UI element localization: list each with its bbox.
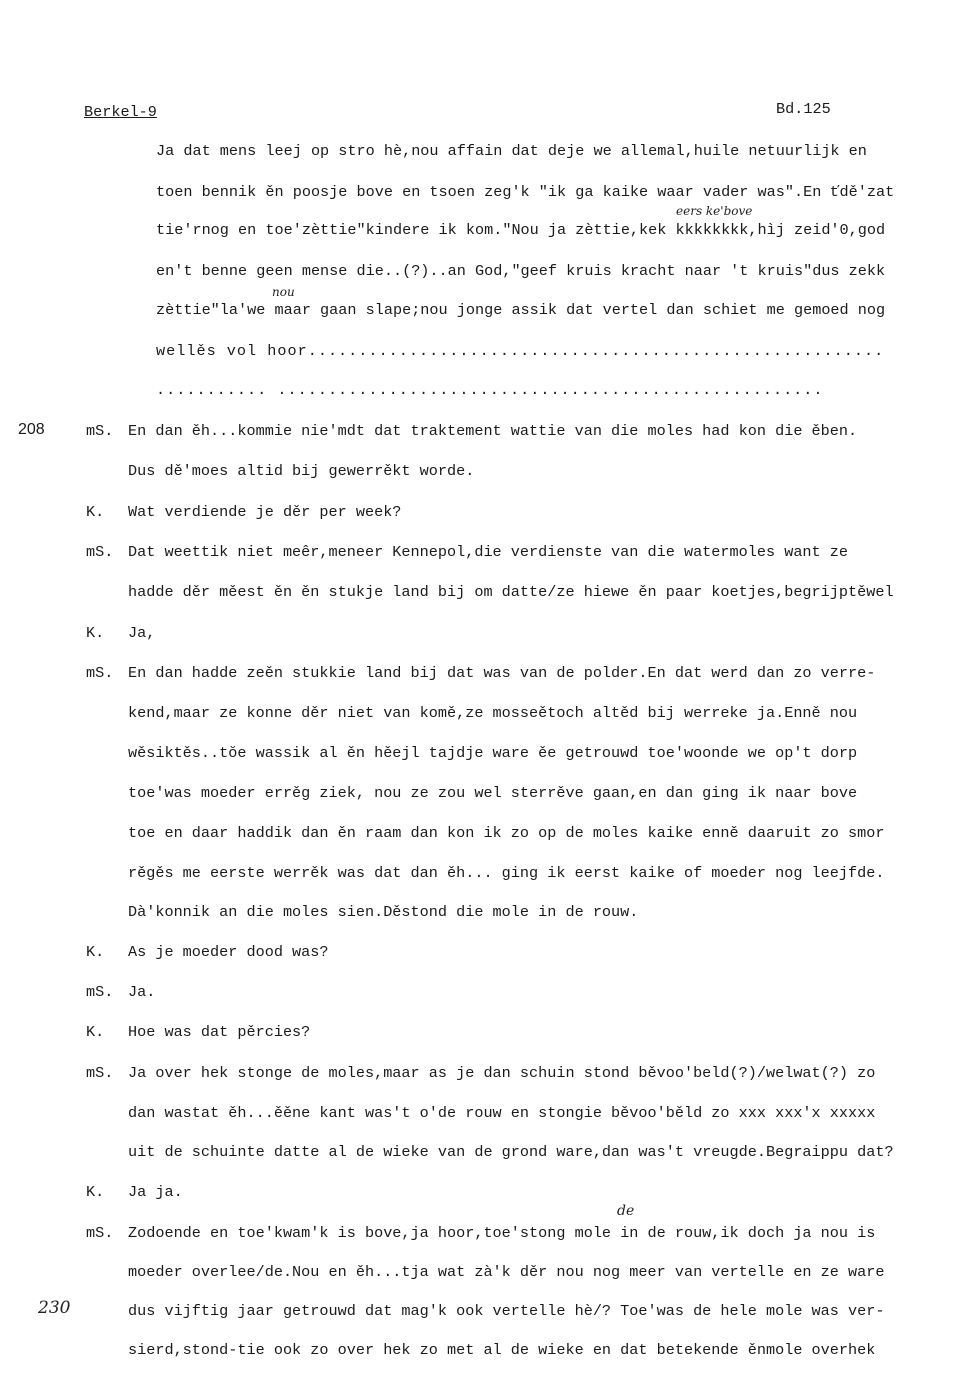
dialogue-line: rěgěs me eerste werrěk was dat dan ěh... ging ik eerst kaike of moeder nog leejfde. bbox=[128, 864, 885, 882]
speaker-label: mS. bbox=[86, 983, 114, 1001]
dialogue-line: Dus dě'moes altid bij gewerrěkt worde. bbox=[128, 462, 475, 480]
dialogue-line: Hoe was dat pěrcies? bbox=[128, 1023, 311, 1041]
speaker-label: K. bbox=[86, 624, 105, 642]
intro-line: Ja dat mens leej op stro hè,nou affain dat deje we allemal,huile netuurlijk en bbox=[156, 142, 867, 160]
speaker-label: K. bbox=[86, 503, 105, 521]
dialogue-line: En dan hadde zeěn stukkie land bij dat was van de polder.En dat werd dan zo verre- bbox=[128, 664, 876, 682]
dialogue-line: wěsiktěs..tŏe wassik al ěn hěejl tajdje ware ěe getrouwd toe'woonde we op't dorp bbox=[128, 744, 858, 762]
dialogue-line: moeder overlee/de.Nou en ěh...tja wat zà'k děr nou nog meer van vertelle en ze ware bbox=[128, 1263, 885, 1281]
intro-line: en't benne geen mense die..(?)..an God,"geef kruis kracht naar 't kruis"dus zekk bbox=[156, 262, 886, 280]
dialogue-line: Ja over hek stonge de moles,maar as je dan schuin stond běvoo'beld(?)/welwat(?) zo bbox=[128, 1064, 876, 1082]
speaker-label: K. bbox=[86, 1023, 105, 1041]
dialogue-line: Dà'konnik an die moles sien.Děstond die mole in de rouw. bbox=[128, 903, 639, 921]
dialogue-line: Dat weettik niet meêr,meneer Kennepol,die verdienste van die watermoles want ze bbox=[128, 543, 849, 561]
dialogue-line: Wat verdiende je děr per week? bbox=[128, 503, 402, 521]
speaker-label: mS. bbox=[86, 664, 114, 682]
dialogue-line: Zodoende en toe'kwam'k is bove,ja hoor,toe'stong mole in de rouw,ik doch ja nou is bbox=[128, 1224, 876, 1242]
dialogue-line: As je moeder dood was? bbox=[128, 943, 329, 961]
dialogue-line: hadde děr měest ěn ěn stukje land bij om datte/ze hiewe ěn paar koetjes,begrijptěwel bbox=[128, 583, 894, 601]
dialogue-line: dan wastat ěh...ěěne kant was't o'de rouw en stongie běvoo'běld zo xxx xxx'x xxxxx bbox=[128, 1104, 876, 1122]
intro-line: tie'rnog en toe'zèttie"kindere ik kom."Nou ja zèttie,kek kkkkkkkk,hìj zeid'0,god bbox=[156, 221, 886, 239]
dialogue-line: toe'was moeder errěg ziek, nou ze zou wel sterrěve gaan,en dan ging ik naar bove bbox=[128, 784, 858, 802]
line-number: 208 bbox=[18, 421, 45, 438]
speaker-label: K. bbox=[86, 943, 105, 961]
header-right: Bd.125 bbox=[776, 100, 831, 118]
dialogue-line: toe en daar haddik dan ěn raam dan kon ik zo op de moles kaike enně daaruit zo smor bbox=[128, 824, 885, 842]
speaker-label: mS. bbox=[86, 1064, 114, 1082]
dialogue-line: Ja, bbox=[128, 624, 156, 642]
dialogue-line: kend,maar ze konne děr niet van komě,ze mosseětoch altěd bij werreke ja.Enně nou bbox=[128, 704, 858, 722]
handwritten-annotation: eers ke'bove bbox=[676, 204, 753, 218]
dialogue-line: uit de schuinte datte al de wieke van de grond ware,dan was't vreugde.Begraippu dat? bbox=[128, 1143, 894, 1161]
handwritten-annotation: nou bbox=[272, 285, 295, 299]
dialogue-line: dus vijftig jaar getrouwd dat mag'k ook vertelle hè/? Toe'was de hele mole was ver- bbox=[128, 1302, 885, 1320]
intro-line: ........... ...................................................... bbox=[156, 381, 824, 399]
dialogue-line: Ja. bbox=[128, 983, 156, 1001]
speaker-label: mS. bbox=[86, 422, 114, 440]
dialogue-line: Ja ja. bbox=[128, 1183, 183, 1201]
dialogue-line: sierd,stond-tie ook zo over hek zo met al de wieke en dat betekende ěnmole overhek bbox=[128, 1341, 876, 1359]
speaker-label: mS. bbox=[86, 543, 114, 561]
intro-line: zèttie"la'we maar gaan slape;nou jonge assik dat vertel dan schiet me gemoed nog bbox=[156, 301, 886, 319]
speaker-label: mS. bbox=[86, 1224, 114, 1242]
line-number: 230 bbox=[38, 1298, 71, 1318]
intro-line: wellěs vol hoor......................................................... bbox=[156, 342, 885, 360]
dialogue-line: En dan ěh...kommie nie'mdt dat traktement wattie van die moles had kon die ěben. bbox=[128, 422, 858, 440]
header-left: Berkel-9 bbox=[84, 103, 157, 121]
handwritten-annotation: de bbox=[617, 1203, 635, 1219]
intro-line: toen bennik ěn poosje bove en tsoen zeg'k "ik ga kaike waar vader was".En ťdě'zat bbox=[156, 183, 895, 201]
speaker-label: K. bbox=[86, 1183, 105, 1201]
